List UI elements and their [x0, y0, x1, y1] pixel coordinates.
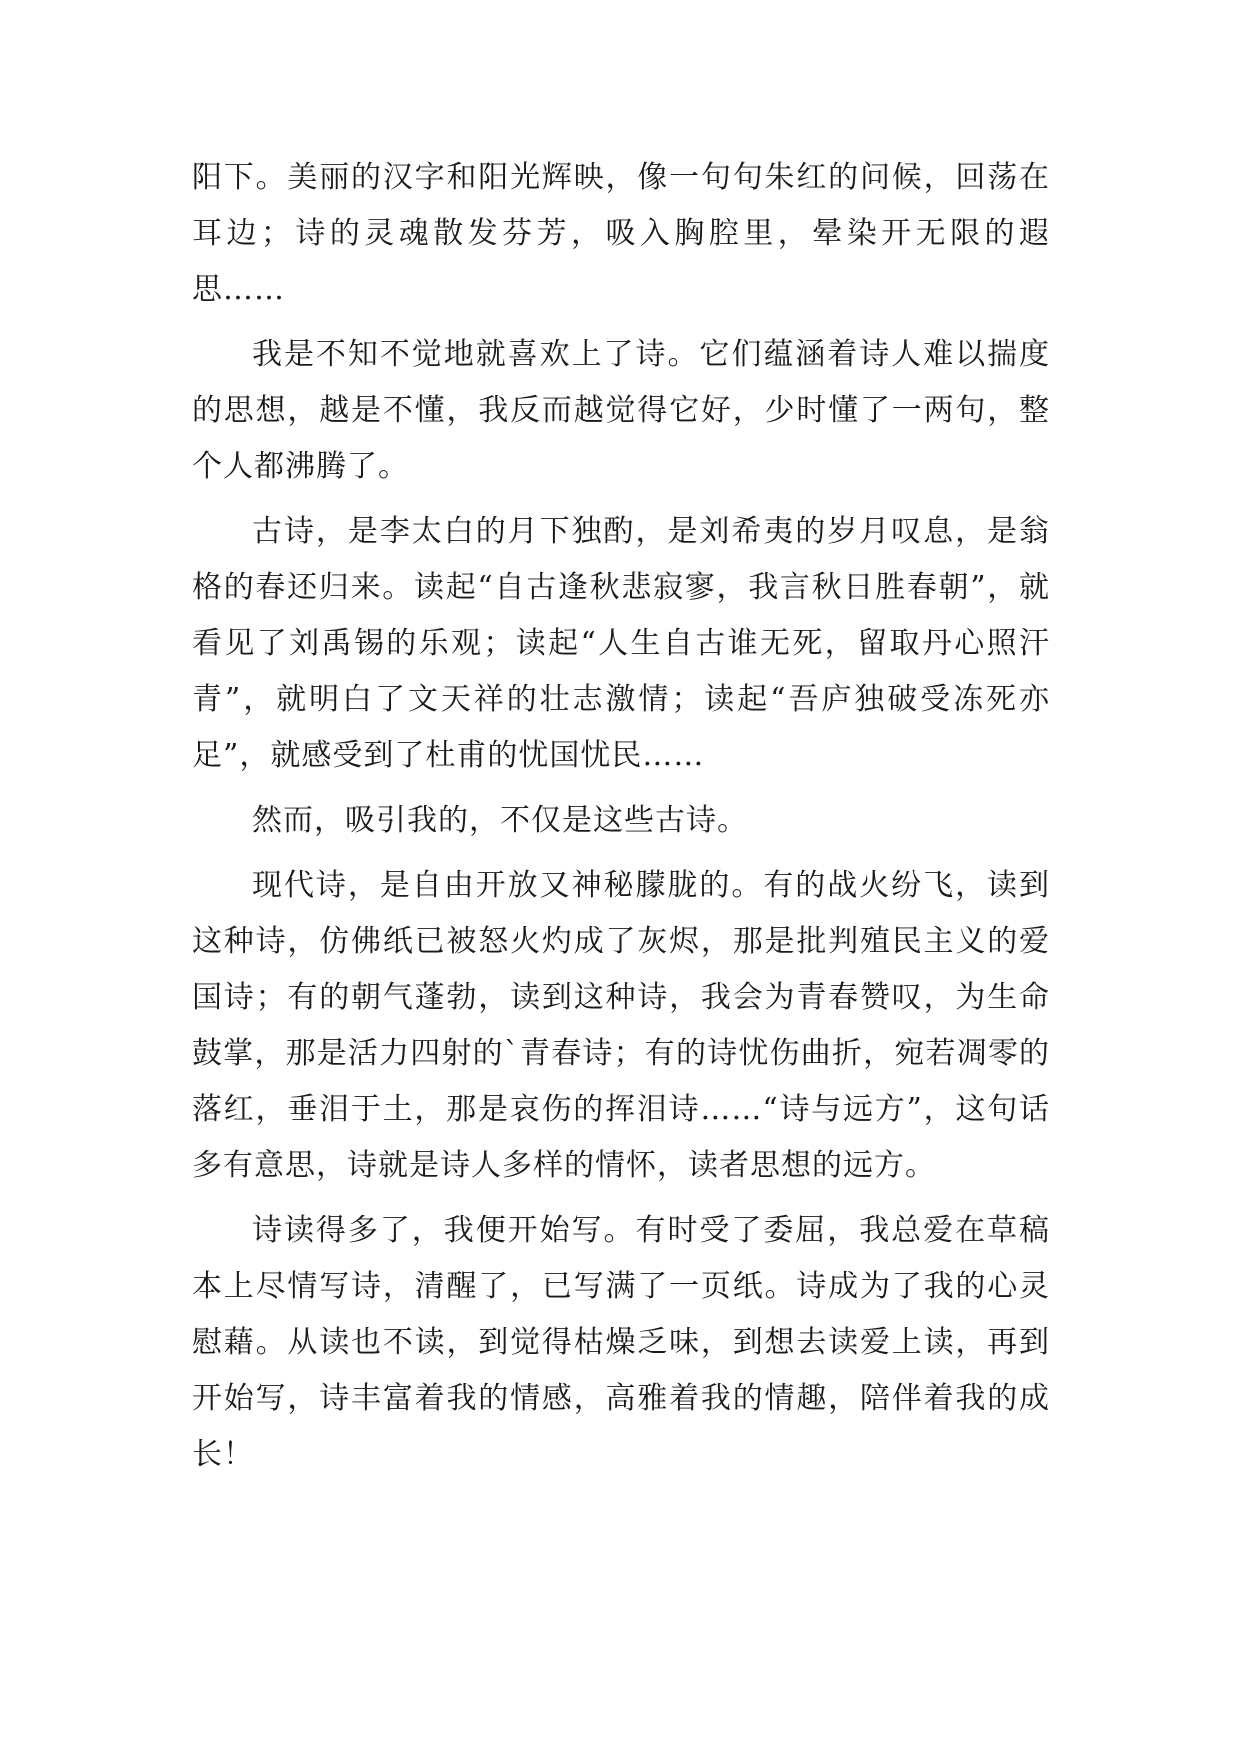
paragraph-1: 阳下。美丽的汉字和阳光辉映，像一句句朱红的问候，回荡在耳边；诗的灵魂散发芬芳，吸入胸腔里，晕染开无限的遐思……	[192, 160, 1050, 307]
paragraph-2: 我是不知不觉地就喜欢上了诗。它们蕴涵着诗人难以揣度的思想，越是不懂，我反而越觉得它好，少时懂了一两句，整个人都沸腾了。	[192, 337, 1050, 484]
paragraph-4: 然而，吸引我的，不仅是这些古诗。	[252, 803, 748, 838]
document-body	[192, 150, 1050, 1492]
paragraph-3: 古诗，是李太白的月下独酌，是刘希夷的岁月叹息，是翁格的春还归来。读起“自古逢秋悲寂寥，我言秋日胜春朝”，就看见了刘禹锡的乐观；读起“人生自古谁无死，留取丹心照汗青”，就明白了文天祥的壮志激情；读起“吾庐独破受冻死亦足”，就感受到了杜甫的忧国忧民……	[192, 514, 1050, 773]
paragraph-5: 现代诗，是自由开放又神秘朦胧的。有的战火纷飞，读到这种诗，仿佛纸已被怒火灼成了灰烬，那是批判殖民主义的爱国诗；有的朝气蓬勃，读到这种诗，我会为青春赞叹，为生命鼓掌，那是活力四射的`青春诗；有的诗忧伤曲折，宛若凋零的落红，垂泪于土，那是哀伤的挥泪诗……“诗与远方”，这句话多有意思，诗就是诗人多样的情怀，读者思想的远方。	[192, 868, 1050, 1183]
paragraph-6: 诗读得多了，我便开始写。有时受了委屈，我总爱在草稿本上尽情写诗，清醒了，已写满了一页纸。诗成为了我的心灵慰藉。从读也不读，到觉得枯燥乏味，到想去读爱上读，再到开始写，诗丰富着我的情感，高雅着我的情趣，陪伴着我的成长！	[192, 1213, 1050, 1472]
